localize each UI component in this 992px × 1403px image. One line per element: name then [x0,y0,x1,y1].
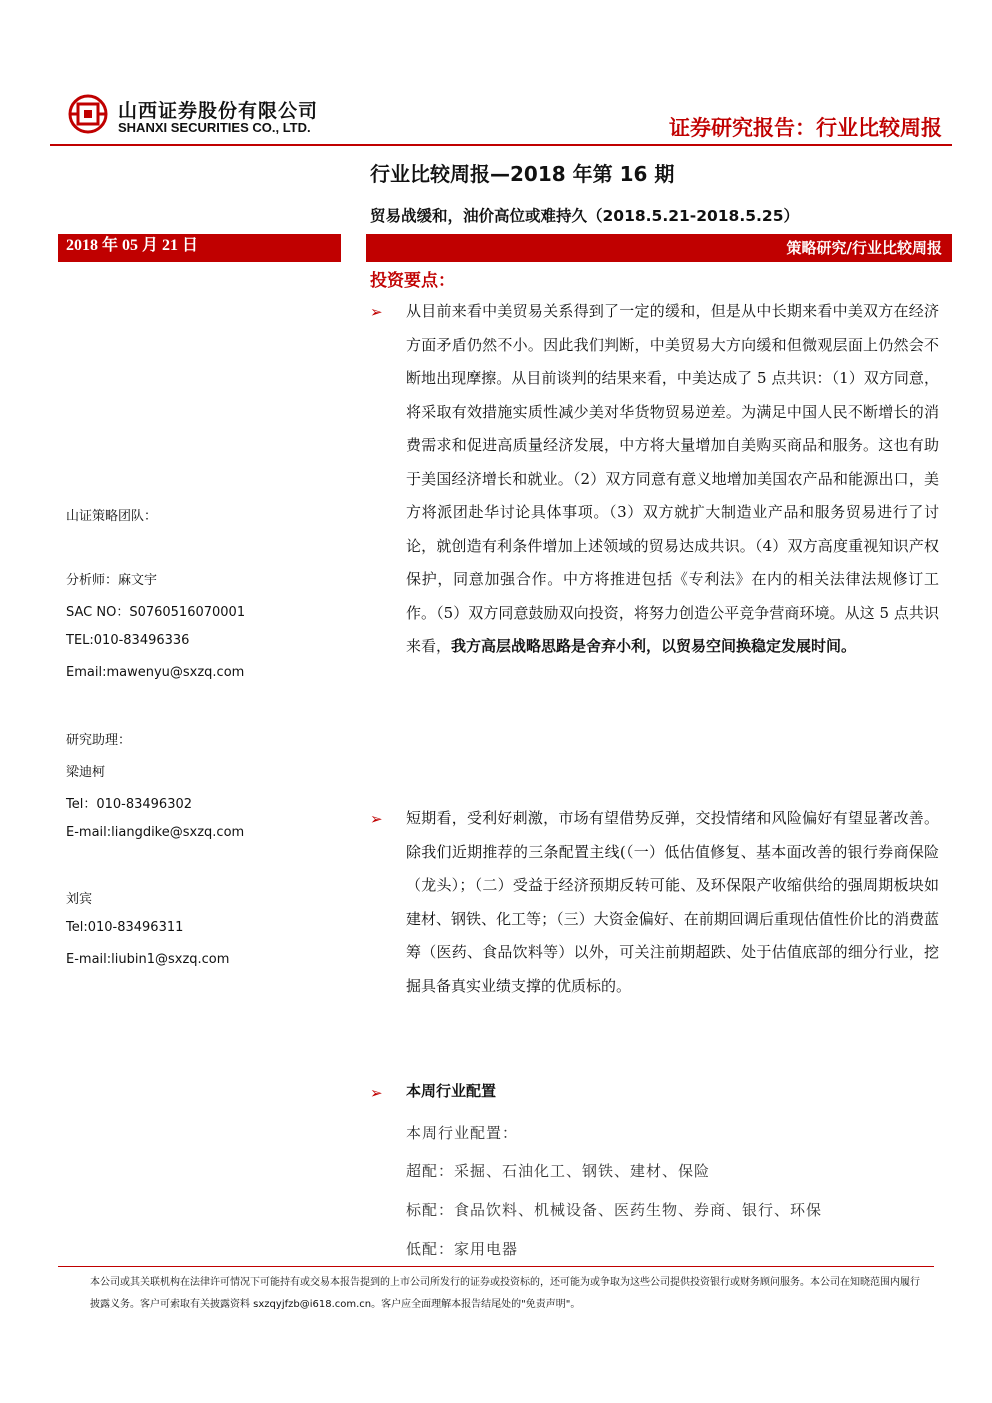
analyst-name: 分析师：麻文宇 [66,573,158,588]
contact-name: 刘宾 [66,892,93,907]
report-date: 2018 年 05 月 21 日 [58,234,341,262]
bullet-text-trade: 从目前来看中美贸易关系得到了一定的缓和，但是从中长期来看中美双方在经济方面矛盾仍然不小。因此我们判断，中美贸易大方向缓和但微观层面上仍然会不断地出现摩擦。从目前谈判的结果来看，中美达成了 5 点共识：（1）双方同意，将采取有效措施实质性减少美对华货物贸易逆差。为满足中国人民不断增长的消费需求和促进高质量经济发展，中方将大量增加自美购买商品和服务。这也有助于美国经济增长和就业。（2）双方同意有意义地增加美国农产品和能源出口，美方将派团赴华讨论具体事项。（3）双方就扩大制造业产品和服务贸易进行了讨论，就创造有利条件增加上述领域的贸易达成共识。（4）双方高度重视知识产权保护，同意加强合作。中方将推进包括《专利法》在内的相关法律法规修订工作。（5）双方同意鼓励双向投资，将努力创造公平竞争营商环境。从这 5 点共识来看， [406,302,939,655]
analyst-sac: SAC NO：S0760516070001 [66,605,246,620]
allocation-neutral: 标配：食品饮料、机械设备、医药生物、券商、银行、环保 [406,1201,823,1219]
allocation-overweight: 超配：采掘、石油化工、钢铁、建材、保险 [406,1162,711,1180]
contact-tel: Tel:010-83496311 [66,920,184,935]
company-name-cn: 山西证券股份有限公司 [118,100,319,122]
analyst-email: Email:mawenyu@sxzq.com [66,665,245,680]
bullet-paragraph-trade [406,295,939,664]
bullet-arrow-icon: ➢ [370,303,383,321]
allocation-underweight: 低配：家用电器 [406,1240,519,1258]
contact-email: E-mail:liubin1@sxzq.com [66,952,230,967]
bullet-text-trade-emphasis: 我方高层战略思路是舍弃小利，以贸易空间换稳定发展时间。 [451,637,857,655]
analyst-tel: TEL:010-83496336 [66,633,190,648]
header-divider [50,144,952,146]
report-subtitle: 贸易战缓和，油价高位或难持久（2018.5.21-2018.5.25） [370,207,799,225]
key-points-heading: 投资要点： [370,271,455,291]
team-label: 山证策略团队： [66,509,158,524]
report-category: 策略研究/行业比较周报 [366,234,952,262]
bullet-text-outlook: 短期看，受利好刺激，市场有望借势反弹，交投情绪和风险偏好有望显著改善。除我们近期推荐的三条配置主线(（一）低估值修复、基本面改善的银行券商保险（龙头）；（二）受益于经济预期反转可能、及环保限产收缩供给的强周期板块如建材、钢铁、化工等；（三）大资金偏好、在前期回调后重现估值性价比的消费蓝筹（医药、食品饮料等）以外，可关注前期超跌、处于估值底部的细分行业，挖掘具备真实业绩支撑的优质标的。 [406,809,939,995]
assistant-tel: Tel：010-83496302 [66,797,193,812]
bullet-arrow-icon: ➢ [370,1084,383,1102]
report-type: 证券研究报告：行业比较周报 [669,116,942,140]
company-logo-icon [68,94,108,134]
allocation-intro: 本周行业配置： [406,1124,519,1142]
footer-disclaimer: 本公司或其关联机构在法律许可情况下可能持有或交易本报告提到的上市公司所发行的证券或投资标的，还可能为或争取为这些公司提供投资银行或财务顾问服务。本公司在知晓范围内履行披露义务。客户可索取有关披露资料 sxzqyjfzb@i618.com.cn。客户应全面理解本报告结尾处的"免责声明"。 [90,1277,920,1310]
assistant-email: E-mail:liangdike@sxzq.com [66,825,245,840]
bullet-paragraph-outlook [406,802,939,1003]
allocation-heading: 本周行业配置 [406,1082,497,1100]
assistant-label: 研究助理： [66,733,132,748]
report-title: 行业比较周报—2018 年第 16 期 [370,162,675,186]
assistant-name: 梁迪柯 [66,765,106,780]
bullet-arrow-icon: ➢ [370,810,383,828]
company-name-en: SHANXI SECURITIES CO., LTD. [118,120,311,135]
footer-divider [58,1266,934,1267]
